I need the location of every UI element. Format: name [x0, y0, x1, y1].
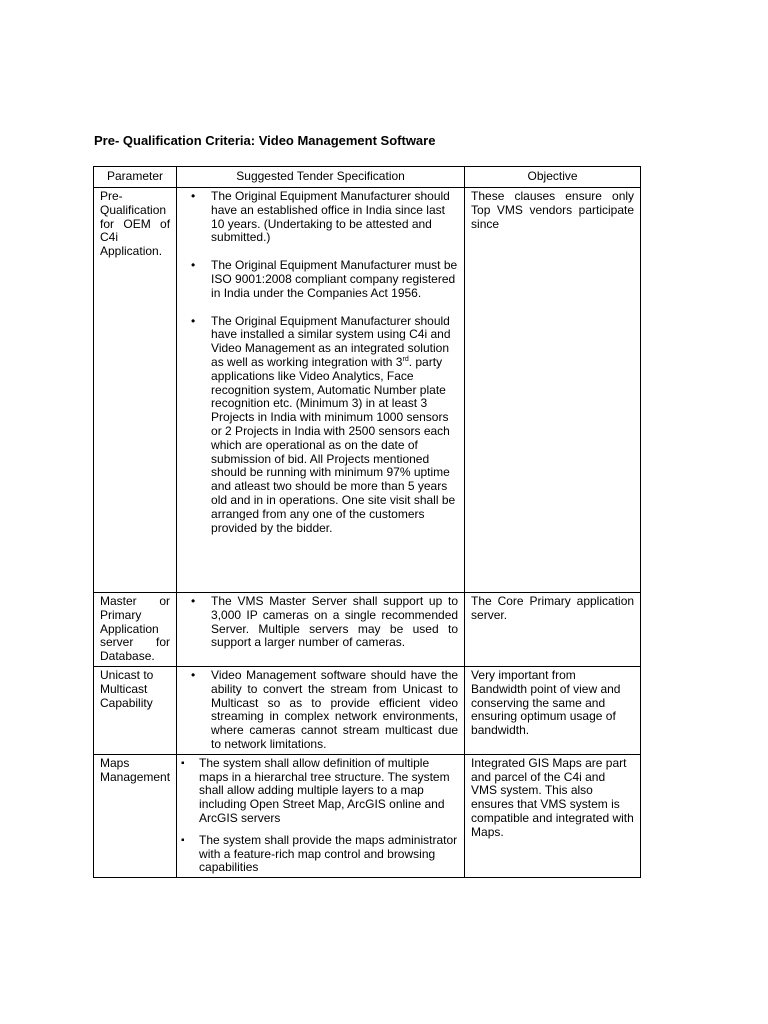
row-parameter: Unicast to Multicast Capability: [94, 666, 177, 754]
row-spec: [177, 593, 465, 667]
table-row: [94, 666, 641, 754]
table-row: [94, 593, 641, 667]
row-objective: These clauses ensure only Top VMS vendors participate since: [465, 188, 641, 593]
page-title: Pre- Qualification Criteria: Video Management Software: [94, 133, 436, 148]
row-spec: [177, 188, 465, 593]
ordinal-suffix: rd: [402, 355, 409, 363]
spec-list: [183, 669, 458, 752]
list-item: • The Original Equipment Manufacturer must be ISO 9001:2008 compliant company registered in India under the Companies Act 1956.: [183, 259, 458, 300]
list-item: ▪ The system shall allow definition of multiple maps in a hierarchal tree structure. The system shall allow adding multiple layers to a map including Open Street Map, ArcGIS online and ArcGIS servers: [183, 757, 458, 826]
row-spec: [177, 666, 465, 754]
header-parameter: Parameter: [94, 167, 177, 188]
list-item: [183, 315, 458, 536]
spec-list: [183, 595, 458, 650]
list-item: • The Original Equipment Manufacturer should have an established office in India since last 10 years. (Undertaking to be attested and submitted.): [183, 190, 458, 245]
row-spec: [177, 754, 465, 877]
list-item: ▪ The system shall provide the maps administrator with a feature-rich map control and browsing capabilities: [183, 834, 458, 875]
row-parameter: Master or Primary Application server for Database.: [94, 593, 177, 667]
list-item: • The VMS Master Server shall support up to 3,000 IP cameras on a single recommended Server. Multiple servers may be used to support a larger number of cameras.: [183, 595, 458, 650]
list-item: • Video Management software should have the ability to convert the stream from Unicast to Multicast so as to provide efficient video streaming in complex network environments, where cameras cannot stream multicast due to network limitations.: [183, 669, 458, 752]
row-parameter: Maps Management: [94, 754, 177, 877]
row-objective: Very important from Bandwidth point of view and conserving the same and ensuring optimum usage of bandwidth.: [465, 666, 641, 754]
table-header-row: [94, 167, 641, 188]
list-item-text-cont: . party applications like Video Analytics, Face recognition system, Automatic Number plate recognition etc. (Minimum 3) in at least 3 Projects in India with minimum 1000 sensors or 2 Projects in India with 2500 sensors each which are operational as on the date of submission of bid. All Projects mentioned should be running with minimum 97% uptime and atleast two should be more than 5 years old and in in operations. One site visit shall be arranged from any one of the customers provided by the bidder.: [211, 354, 456, 535]
row-objective: The Core Primary application server.: [465, 593, 641, 667]
row-parameter: Pre-Qualification for OEM of C4i Application.: [94, 188, 177, 593]
header-spec: Suggested Tender Specification: [177, 167, 465, 188]
row-objective: Integrated GIS Maps are part and parcel of the C4i and VMS system. This also ensures that VMS system is compatible and integrated with Maps.: [465, 754, 641, 877]
criteria-table: [93, 166, 641, 878]
table-row: [94, 754, 641, 877]
table-row: [94, 188, 641, 593]
spec-list: [183, 190, 458, 535]
spec-list: [183, 757, 458, 875]
list-item-text: The Original Equipment Manufacturer should have installed a similar system using C4i and Video Management as an integrated solution as well as working integration with 3: [211, 313, 451, 369]
header-objective: Objective: [465, 167, 641, 188]
